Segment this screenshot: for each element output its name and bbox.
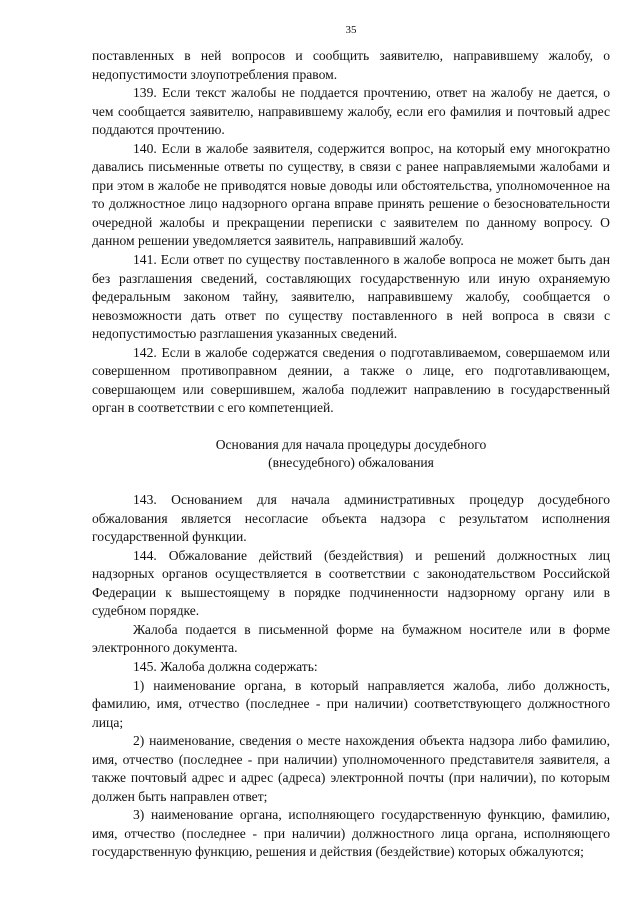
document-body [92, 47, 610, 862]
spacer [92, 473, 610, 491]
list-item-2: 2) наименование, сведения о месте нахождения объекта надзора либо фамилию, имя, отчество (последнее - при наличии) уполномоченного представителя заявителя, а также почтовый адрес и адрес (адреса) электронной почты (при наличии), по которым должен быть направлен ответ; [92, 733, 610, 804]
spacer [92, 418, 610, 436]
paragraph-140: 140. Если в жалобе заявителя, содержится вопрос, на который ему многократно давались письменные ответы по существу, в связи с ранее направляемыми жалобами и при этом в жалобе не приводятся новые доводы или обстоятельства, уполномоченное на то должностное лицо надзорного органа вправе принять решение о безосновательности очередной жалобы и прекращении переписки с заявителем по данному вопросу. О данном решении уведомляется заявитель, направивший жалобу. [92, 140, 610, 249]
paragraph-141: 141. Если ответ по существу поставленного в жалобе вопроса не может быть дан без разглашения сведений, составляющих государственную или иную охраняемую федеральным законом тайну, заявителю, направившему жалобу, сообщается о невозможности дать ответ по существу поставленного в ней вопроса в связи с недопустимостью разглашения указанных сведений. [92, 252, 610, 342]
paragraph-143: 143. Основанием для начала административных процедур досудебного обжалования является несогласие объекта надзора с результатом исполнения государственной функции. [92, 492, 610, 545]
paragraph-145: 145. Жалоба должна содержать: [133, 658, 318, 674]
section-heading-line-2: (внесудебного) обжалования [268, 455, 434, 471]
list-item-1: 1) наименование органа, в который направляется жалоба, либо должность, фамилию, имя, отчество (последнее - при наличии) соответствующего должностного лица; [92, 677, 610, 730]
paragraph-144: 144. Обжалование действий (бездействия) и решений должностных лиц надзорных органов осуществляется в соответствии с законодательством Российской Федерации к вышестоящему в порядке подчиненности надзорному органу или в судебном порядке. [92, 547, 610, 619]
paragraph-142: 142. Если в жалобе содержатся сведения о подготавливаемом, совершаемом или совершенном противоправном деянии, а также о лице, его подготавливающем, совершающем или совершившем, жалоба подлежит направлению в государственный орган в соответствии с его компетенцией. [92, 344, 610, 416]
section-heading-line-1: Основания для начала процедуры досудебного [215, 436, 487, 452]
paragraph-continuation: поставленных в ней вопросов и сообщить заявителю, направившему жалобу, о недопустимости злоупотребления правом. [92, 48, 610, 82]
paragraph-139: 139. Если текст жалобы не поддается прочтению, ответ на жалобу не дается, о чем сообщается заявителю, направившему жалобу, если его фамилия и почтовый адрес поддаются прочтению. [92, 85, 610, 138]
section-heading [92, 436, 610, 473]
list-item-3: 3) наименование органа, исполняющего государственную функцию, фамилию, имя, отчество (последнее - при наличии) должностного лица органа, исполняющего государственную функцию, решения и действия (бездействие) которых обжалуются; [92, 807, 610, 860]
page-number: 35 [345, 24, 357, 36]
paragraph-complaint-form: Жалоба подается в письменной форме на бумажном носителе или в форме электронного документа. [92, 621, 610, 656]
